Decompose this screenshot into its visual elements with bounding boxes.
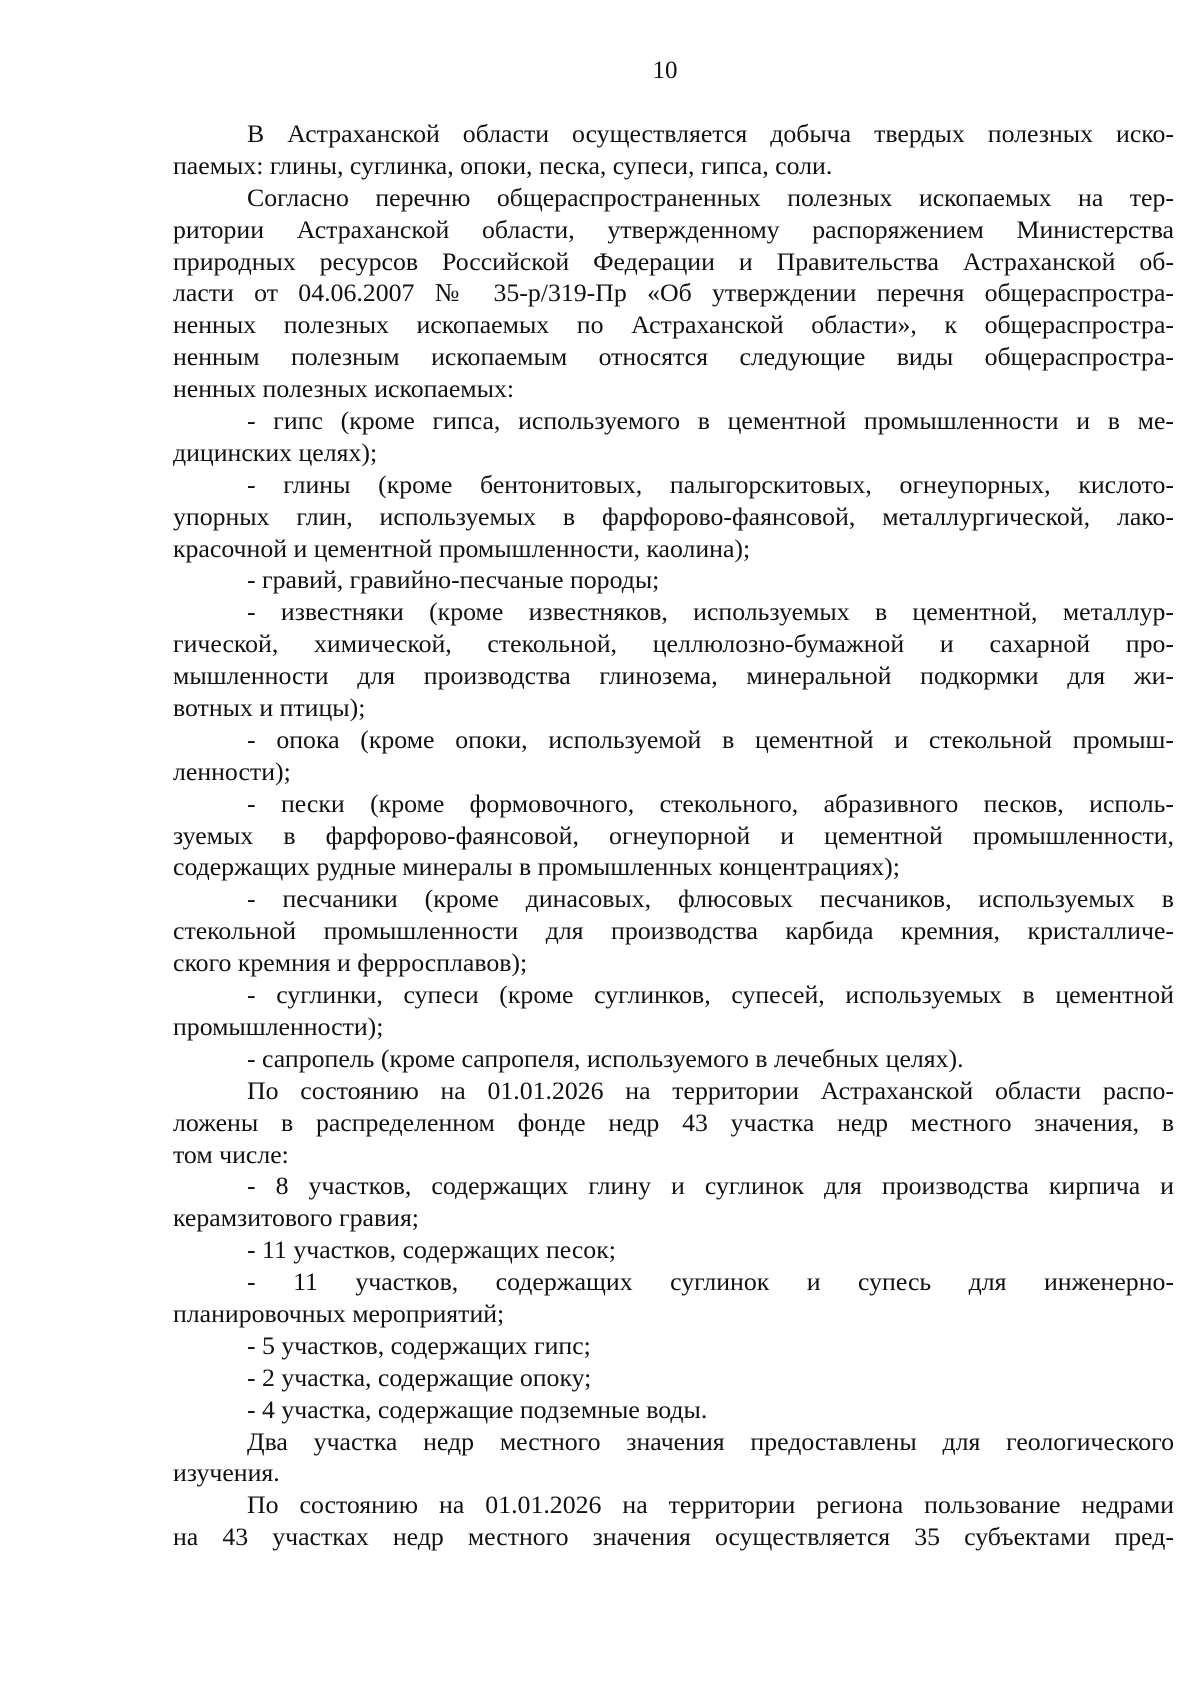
text-line: - сапропель (кроме сапропеля, используемого в лечебных целях). — [247, 1043, 964, 1073]
text-line: ненным полезным ископаемым относятся следующие виды общераспростра- — [173, 342, 1174, 372]
text-line: содержащих рудные минералы в промышленных концентрациях); — [173, 852, 900, 882]
text-line: керамзитового гравия; — [173, 1203, 419, 1233]
text-line: - 11 участков, содержащих песок; — [247, 1235, 616, 1265]
text-line: - пески (кроме формовочного, стекольного, абразивного песков, исполь- — [247, 788, 1174, 818]
text-line: том числе: — [173, 1139, 289, 1169]
text-line: - 8 участков, содержащих глину и суглинок для производства кирпича и — [247, 1171, 1174, 1201]
text-line: вотных и птицы); — [173, 693, 366, 723]
text-line: ненных полезных ископаемых: — [173, 374, 515, 404]
text-line: - гравий, гравийно-песчаные породы; — [247, 565, 660, 595]
text-line: - глины (кроме бентонитовых, палыгорскитовых, огнеупорных, кислото- — [247, 469, 1174, 499]
text-line: По состоянию на 01.01.2026 на территории Астраханской области распо- — [247, 1075, 1174, 1105]
text-line: - известняки (кроме известняков, используемых в цементной, металлур- — [247, 597, 1174, 627]
text-line: гической, химической, стекольной, целлюлозно-бумажной и сахарной про- — [173, 629, 1174, 659]
text-line: ритории Астраханской области, утвержденному распоряжением Министерства — [173, 214, 1174, 244]
text-line: мышленности для производства глинозема, минеральной подкормки для жи- — [173, 661, 1174, 691]
text-line: - 4 участка, содержащие подземные воды. — [247, 1394, 708, 1424]
text-line: Согласно перечню общераспространенных полезных ископаемых на тер- — [247, 182, 1174, 212]
text-line: планировочных мероприятий; — [173, 1298, 505, 1328]
text-line: ложены в распределенном фонде недр 43 участка недр местного значения, в — [173, 1107, 1174, 1137]
text-line: красочной и цементной промышленности, каолина); — [173, 533, 751, 563]
text-line: упорных глин, используемых в фарфорово-фаянсовой, металлургической, лако- — [173, 501, 1174, 531]
text-line: паемых: глины, суглинка, опоки, песка, супеси, гипса, соли. — [173, 150, 833, 180]
text-line: промышленности); — [173, 1011, 384, 1041]
text-line: Два участка недр местного значения предоставлены для геологического — [247, 1426, 1174, 1456]
text-line: - суглинки, супеси (кроме суглинков, супесей, используемых в цементной — [247, 980, 1174, 1010]
text-line: изучения. — [173, 1458, 280, 1488]
text-line: ленности); — [173, 756, 291, 786]
document-body — [173, 118, 1174, 1553]
text-line: - 5 участков, содержащих гипс; — [247, 1330, 591, 1360]
text-line: дицинских целях); — [173, 437, 378, 467]
text-line: на 43 участках недр местного значения осуществляется 35 субъектами пред- — [173, 1522, 1174, 1552]
text-line: - опока (кроме опоки, используемой в цементной и стекольной промыш- — [247, 724, 1174, 754]
text-line: - 11 участков, содержащих суглинок и супесь для инженерно- — [247, 1267, 1174, 1297]
text-line: ского кремния и ферросплавов); — [173, 948, 528, 978]
text-line: - гипс (кроме гипса, используемого в цементной промышленности и в ме- — [247, 406, 1174, 436]
text-line: В Астраханской области осуществляется добыча твердых полезных иско- — [247, 119, 1174, 148]
text-line: ненных полезных ископаемых по Астраханской области», к общераспростра- — [173, 310, 1174, 340]
text-line: По состоянию на 01.01.2026 на территории региона пользование недрами — [247, 1490, 1174, 1520]
text-line: ласти от 04.06.2007 № 35-р/319-Пр «Об утверждении перечня общераспростра- — [173, 278, 1174, 308]
text-line: - 2 участка, содержащие опоку; — [247, 1362, 592, 1392]
text-line: стекольной промышленности для производства карбида кремния, кристалличе- — [173, 916, 1174, 946]
text-line: - песчаники (кроме динасовых, флюсовых песчаников, используемых в — [247, 884, 1174, 914]
text-line: природных ресурсов Российской Федерации и Правительства Астраханской об- — [173, 246, 1174, 276]
page-number: 10 — [652, 57, 678, 84]
text-line: зуемых в фарфорово-фаянсовой, огнеупорной и цементной промышленности, — [173, 820, 1174, 850]
